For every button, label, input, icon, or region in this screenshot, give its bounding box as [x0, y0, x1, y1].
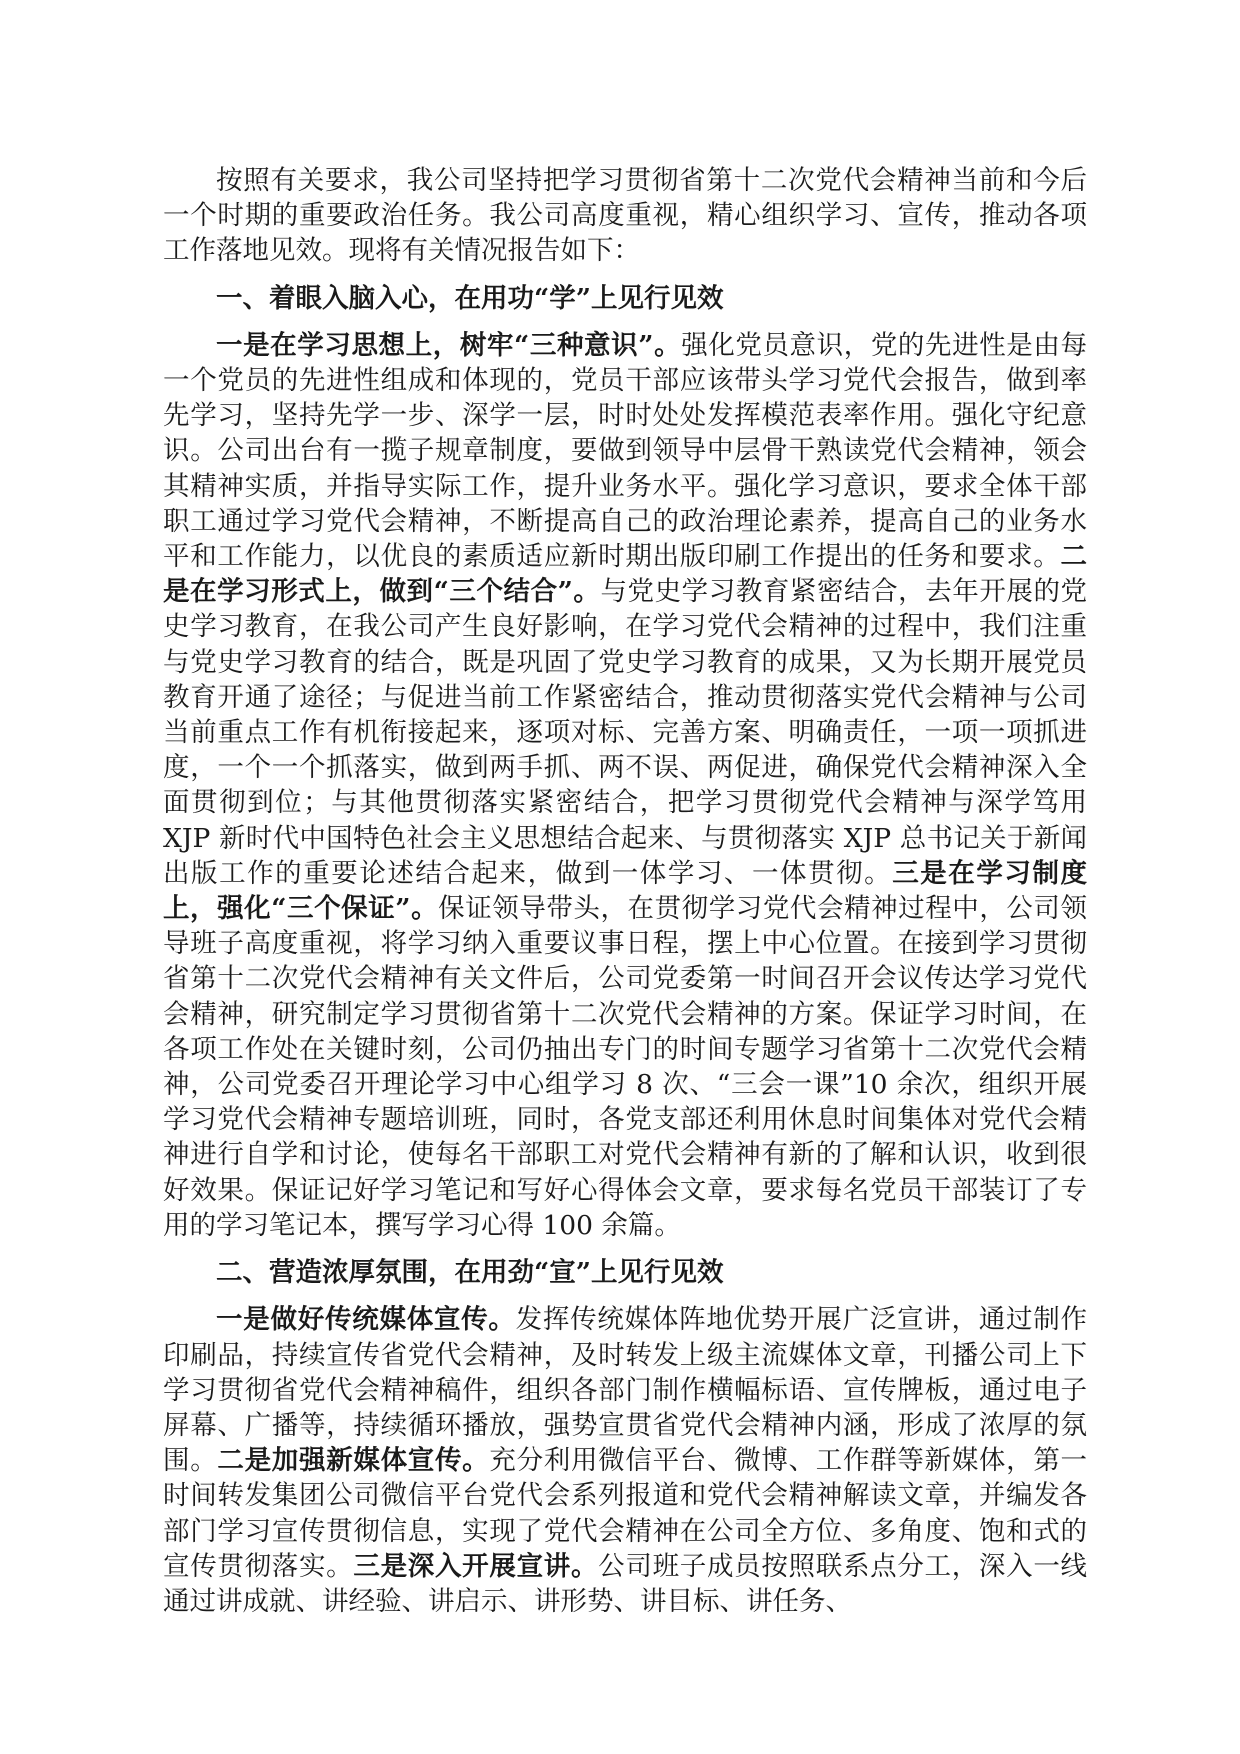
section-2-item-2-lead: 二是加强新媒体宣传。: [217, 1445, 490, 1477]
section-1-item-3-lead: 三是在学习制度上，强化“三个保证”。: [163, 857, 1087, 925]
section-1-item-1-body: 强化党员意识，党的先进性是由每一个党员的先进性组成和体现的，党员干部应该带头学习党代会报告，做到率先学习，坚持先学一步、深学一层，时时处处发挥模范表率作用。强化守纪意识。公司出台有一揽子规章制度，要做到领导中层骨干熟读党代会精神，领会其精神实质，并指导实际工作，提升业务水平。强化学习意识，要求全体干部职工通过学习党代会精神，不断提高自己的政治理论素养，提高自己的业务水平和工作能力，以优良的素质适应新时期出版印刷工作提出的任务和要求。: [163, 329, 1087, 573]
intro-paragraph: [163, 163, 1087, 269]
section-2-item-3-lead: 三是深入开展宣讲。: [353, 1550, 599, 1582]
section-1-heading: 一、着眼入脑入心，在用功“学”上见行见效: [216, 282, 724, 314]
section-2-item-3-body: 公司班子成员按照联系点分工，深入一线通过讲成就、讲经验、讲启示、讲形势、讲目标、讲任务、: [163, 1550, 1088, 1617]
section-1-item-3-body: 保证领导带头，在贯彻学习党代会精神过程中，公司领导班子高度重视，将学习纳入重要议事日程，摆上中心位置。在接到学习贯彻省第十二次党代会精神有关文件后，公司党委第一时间召开会议传达学习党代会精神，研究制定学习贯彻省第十二次党代会精神的方案。保证学习时间，在各项工作处在关键时刻，公司仍抽出专门的时间专题学习省第十二次党代会精神，公司党委召开理论学习中心组学习 8 次、“三会一课”10 余次，组织开展学习党代会精神专题培训班，同时，各党支部还利用休息时间集体对党代会精神进行自学和讨论，使每名干部职工对党代会精神有新的了解和认识，收到很好效果。保证记好学习笔记和写好心得体会文章，要求每名党员干部装订了专用的学习笔记本，撰写学习心得 100 余篇。: [163, 893, 1087, 1241]
section-2-item-1-lead: 一是做好传统媒体宣传。: [216, 1304, 516, 1336]
section-1-item-1-lead: 一是在学习思想上，树牢“三种意识”。: [216, 329, 682, 361]
section-2-paragraph: [163, 1302, 1087, 1619]
intro-text: 按照有关要求，我公司坚持把学习贯彻省第十二次党代会精神当前和今后一个时期的重要政治任务。我公司高度重视，精心组织学习、宣传，推动各项工作落地见效。现将有关情况报告如下：: [163, 165, 1087, 267]
section-1-item-2-body: 与党史学习教育紧密结合，去年开展的党史学习教育，在我公司产生良好影响，在学习党代会精神的过程中，我们注重与党史学习教育的结合，既是巩固了党史学习教育的成果，又为长期开展党员教育开通了途径；与促进当前工作紧密结合，推动贯彻落实党代会精神与公司当前重点工作有机衔接起来，逐项对标、完善方案、明确责任，一项一项抓进度，一个一个抓落实，做到两手抓、两不误、两促进，确保党代会精神深入全面贯彻到位；与其他贯彻落实紧密结合，把学习贯彻党代会精神与深学笃用 XJP 新时代中国特色社会主义思想结合起来、与贯彻落实 XJP 总书记关于新闻出版工作的重要论述结合起来，做到一体学习、一体贯彻。: [163, 576, 1087, 889]
section-2-item-2-body: 充分利用微信平台、微博、工作群等新媒体，第一时间转发集团公司微信平台党代会系列报道和党代会精神解读文章，并编发各部门学习宣传贯彻信息，实现了党代会精神在公司全方位、多角度、饱和式的宣传贯彻落实。: [163, 1445, 1088, 1582]
section-1-paragraph: [163, 328, 1087, 1243]
section-2-heading: 二、营造浓厚氛围，在用劲“宣”上见行见效: [216, 1257, 724, 1289]
section-2-item-1-body: 发挥传统媒体阵地优势开展广泛宣讲，通过制作印刷品，持续宣传省党代会精神，及时转发上级主流媒体文章，刊播公司上下学习贯彻省党代会精神稿件，组织各部门制作横幅标语、宣传牌板，通过电子屏幕、广播等，持续循环播放，强势宣贯省党代会精神内涵，形成了浓厚的氛围。: [163, 1304, 1088, 1477]
section-1-item-2-lead: 二是在学习形式上，做到“三个结合”。: [163, 541, 1087, 608]
document-body: [163, 163, 1087, 1619]
